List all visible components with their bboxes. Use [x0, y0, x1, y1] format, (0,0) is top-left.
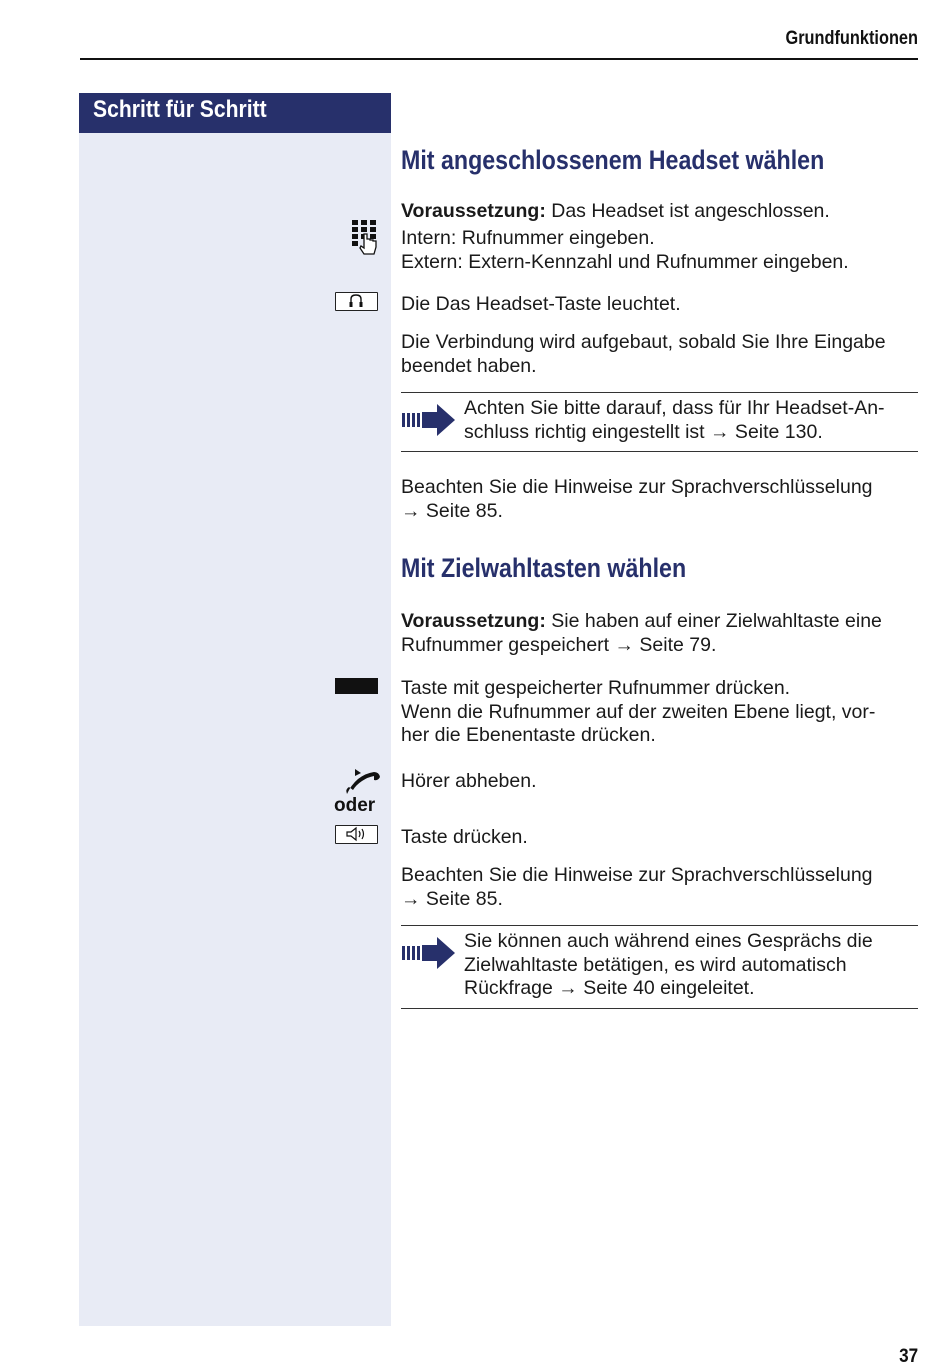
step-sidebar [79, 93, 391, 1326]
section2-press-step: Taste drücken. [401, 826, 528, 848]
header-rule [80, 58, 918, 60]
page-number: 37 [898, 1346, 918, 1367]
section2-title: Mit Zielwahltasten wählen [401, 553, 687, 583]
section2-lift-step: Hörer abheben. [401, 770, 537, 792]
speaker-key-icon [335, 825, 378, 844]
speed-dial-key-icon [335, 678, 378, 694]
section2-encryption-hint: Beachten Sie die Hinweise zur Sprachverschlüsselung → Seite 85. [401, 864, 873, 910]
running-header: Grundfunktionen [785, 28, 918, 49]
section1-connection-text: Die Verbindung wird aufgebaut, sobald Sie Ihre Eingabe beendet haben. [401, 331, 886, 377]
note-arrow-icon [401, 401, 457, 444]
section1-dial-steps: Intern: Rufnummer eingeben. Extern: Extern-Kennzahl und Rufnummer eingeben. [401, 227, 849, 273]
note-arrow-icon [401, 934, 457, 977]
section2-prereq: Voraussetzung: Sie haben auf einer Zielwahltaste eine Rufnummer gespeichert → Seite 79. [401, 610, 882, 656]
section1-encryption-hint: Beachten Sie die Hinweise zur Sprachverschlüsselung → Seite 85. [401, 476, 873, 522]
section2-note-box [401, 925, 918, 1009]
section1-headset-step: Die Das Headset-Taste leuchtet. [401, 293, 681, 315]
sidebar-title: Schritt für Schritt [79, 93, 391, 133]
headset-key-icon [335, 292, 378, 311]
section2-key-steps: Taste mit gespeicherter Rufnummer drücken. Wenn die Rufnummer auf der zweiten Ebene liegt, vor- her die Ebenentaste drücken. [401, 677, 876, 746]
section1-title: Mit angeschlossenem Headset wählen [401, 145, 825, 175]
oder-label: oder [334, 795, 376, 816]
section1-note-text: Achten Sie bitte darauf, dass für Ihr Headset-An- schluss richtig eingestellt ist → Seite 130. [464, 397, 885, 443]
section1-prereq: Voraussetzung: Das Headset ist angeschlossen. [401, 200, 830, 222]
section1-note-box [401, 392, 918, 452]
keypad-icon [352, 220, 380, 263]
section2-note-text: Sie können auch während eines Gesprächs die Zielwahltaste betätigen, es wird automatisch Rückfrage → Seite 40 eingeleitet. [464, 930, 873, 999]
